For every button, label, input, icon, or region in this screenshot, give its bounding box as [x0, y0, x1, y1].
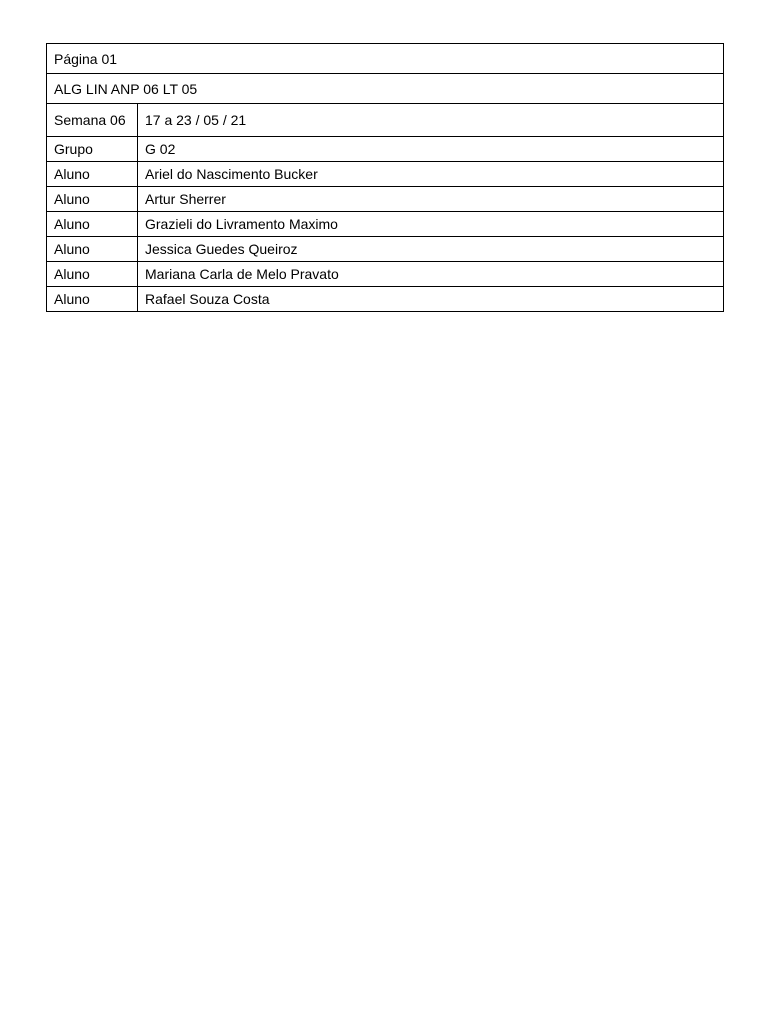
student-label: Aluno	[47, 262, 138, 287]
student-name: Ariel do Nascimento Bucker	[138, 162, 724, 187]
student-name: Jessica Guedes Queiroz	[138, 237, 724, 262]
student-label: Aluno	[47, 287, 138, 312]
page-number: Página 01	[47, 44, 724, 74]
week-label: Semana 06	[47, 104, 138, 137]
week-row	[47, 104, 724, 137]
course-row	[47, 74, 724, 104]
student-label: Aluno	[47, 212, 138, 237]
student-row	[47, 287, 724, 312]
page-row	[47, 44, 724, 74]
student-row	[47, 237, 724, 262]
group-label: Grupo	[47, 137, 138, 162]
student-row	[47, 262, 724, 287]
week-dates: 17 a 23 / 05 / 21	[138, 104, 724, 137]
student-name: Artur Sherrer	[138, 187, 724, 212]
student-row	[47, 212, 724, 237]
student-label: Aluno	[47, 162, 138, 187]
student-name: Grazieli do Livramento Maximo	[138, 212, 724, 237]
course-code: ALG LIN ANP 06 LT 05	[47, 74, 724, 104]
student-name: Rafael Souza Costa	[138, 287, 724, 312]
student-name: Mariana Carla de Melo Pravato	[138, 262, 724, 287]
group-row	[47, 137, 724, 162]
student-row	[47, 162, 724, 187]
student-label: Aluno	[47, 237, 138, 262]
group-roster-table	[46, 43, 724, 312]
group-value: G 02	[138, 137, 724, 162]
student-label: Aluno	[47, 187, 138, 212]
student-row	[47, 187, 724, 212]
